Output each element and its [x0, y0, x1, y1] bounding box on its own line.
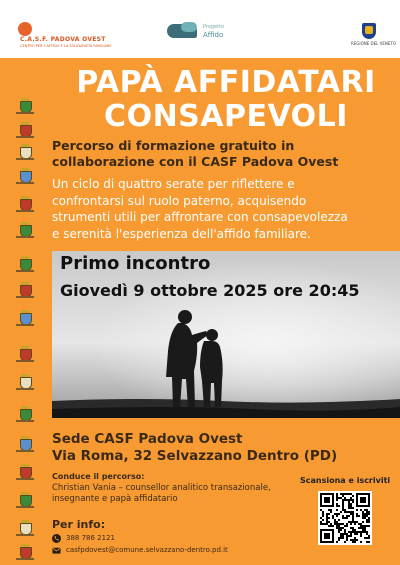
- header-logos: [0, 0, 400, 58]
- event-photo: [52, 251, 400, 418]
- municipal-crest-icon: [18, 144, 32, 162]
- casf-logo-name: C.A.S.F. PADOVA OVEST: [20, 36, 106, 43]
- qr-code[interactable]: [318, 491, 372, 545]
- phone-number[interactable]: 388 786 2121: [66, 534, 115, 542]
- venue-address: Via Roma, 32 Selvazzano Dentro (PD): [52, 448, 338, 464]
- event-datetime: Giovedì 9 ottobre 2025 ore 20:45: [60, 281, 360, 300]
- municipal-crest-icon: [18, 98, 32, 116]
- veneto-logo-caption: REGIONE DEL VENETO: [351, 41, 397, 46]
- regione-veneto-logo: [351, 23, 397, 51]
- municipal-crest-icon: [18, 464, 32, 482]
- affido-logo-name: Affido: [203, 31, 224, 39]
- poster-title: PAPÀ AFFIDATARI CONSAPEVOLI: [76, 65, 376, 134]
- poster-subtitle: Percorso di formazione gratuito in collaborazione con il CASF Padova Ovest: [52, 138, 339, 169]
- conductor-label: Conduce il percorso:: [52, 472, 145, 481]
- phone-icon: [52, 534, 61, 543]
- municipal-crest-icon: [18, 436, 32, 454]
- email-address[interactable]: casfpdovest@comune.selvazzano-dentro.pd.it: [66, 546, 228, 554]
- email-icon: [52, 546, 61, 555]
- municipal-crest-icon: [18, 346, 32, 364]
- municipal-crests-column: [0, 58, 52, 565]
- qr-label: Scansiona e iscriviti: [300, 476, 391, 485]
- affido-logo: [167, 22, 247, 46]
- municipal-crest-icon: [18, 544, 32, 562]
- qr-code-pattern: [320, 493, 370, 543]
- event-heading: Primo incontro: [60, 253, 211, 274]
- conductor-text: Christian Vania – counsellor analitico transazionale, insegnante e papà affidatario: [52, 483, 271, 504]
- casf-logo-sub: CENTRO PER L'AFFIDO E LA SOLIDARIETÀ FAMILIARE: [20, 44, 112, 48]
- affido-logo-shape-2: [181, 22, 197, 32]
- veneto-lion-icon: [362, 23, 376, 39]
- municipal-crest-icon: [18, 256, 32, 274]
- municipal-crest-icon: [18, 310, 32, 328]
- casf-logo: [18, 22, 112, 50]
- municipal-crest-icon: [18, 282, 32, 300]
- municipal-crest-icon: [18, 168, 32, 186]
- father-son-silhouette-image: [52, 251, 400, 418]
- affido-logo-top: Progetto: [203, 24, 225, 30]
- municipal-crest-icon: [18, 122, 32, 140]
- municipal-crest-icon: [18, 374, 32, 392]
- municipal-crest-icon: [18, 196, 32, 214]
- municipal-crest-icon: [18, 406, 32, 424]
- municipal-crest-icon: [18, 492, 32, 510]
- municipal-crest-icon: [18, 520, 32, 538]
- casf-logo-mark: [18, 22, 32, 36]
- municipal-crest-icon: [18, 222, 32, 240]
- venue-name: Sede CASF Padova Ovest: [52, 431, 243, 447]
- poster-description: Un ciclo di quattro serate per riflettere e confrontarsi sul ruolo paterno, acquisendo strumenti utili per affrontare con consapevolezza e serenità l'esperienza dell'affido familiare.: [52, 177, 348, 241]
- main-content: [52, 58, 400, 565]
- info-label: Per info:: [52, 518, 106, 531]
